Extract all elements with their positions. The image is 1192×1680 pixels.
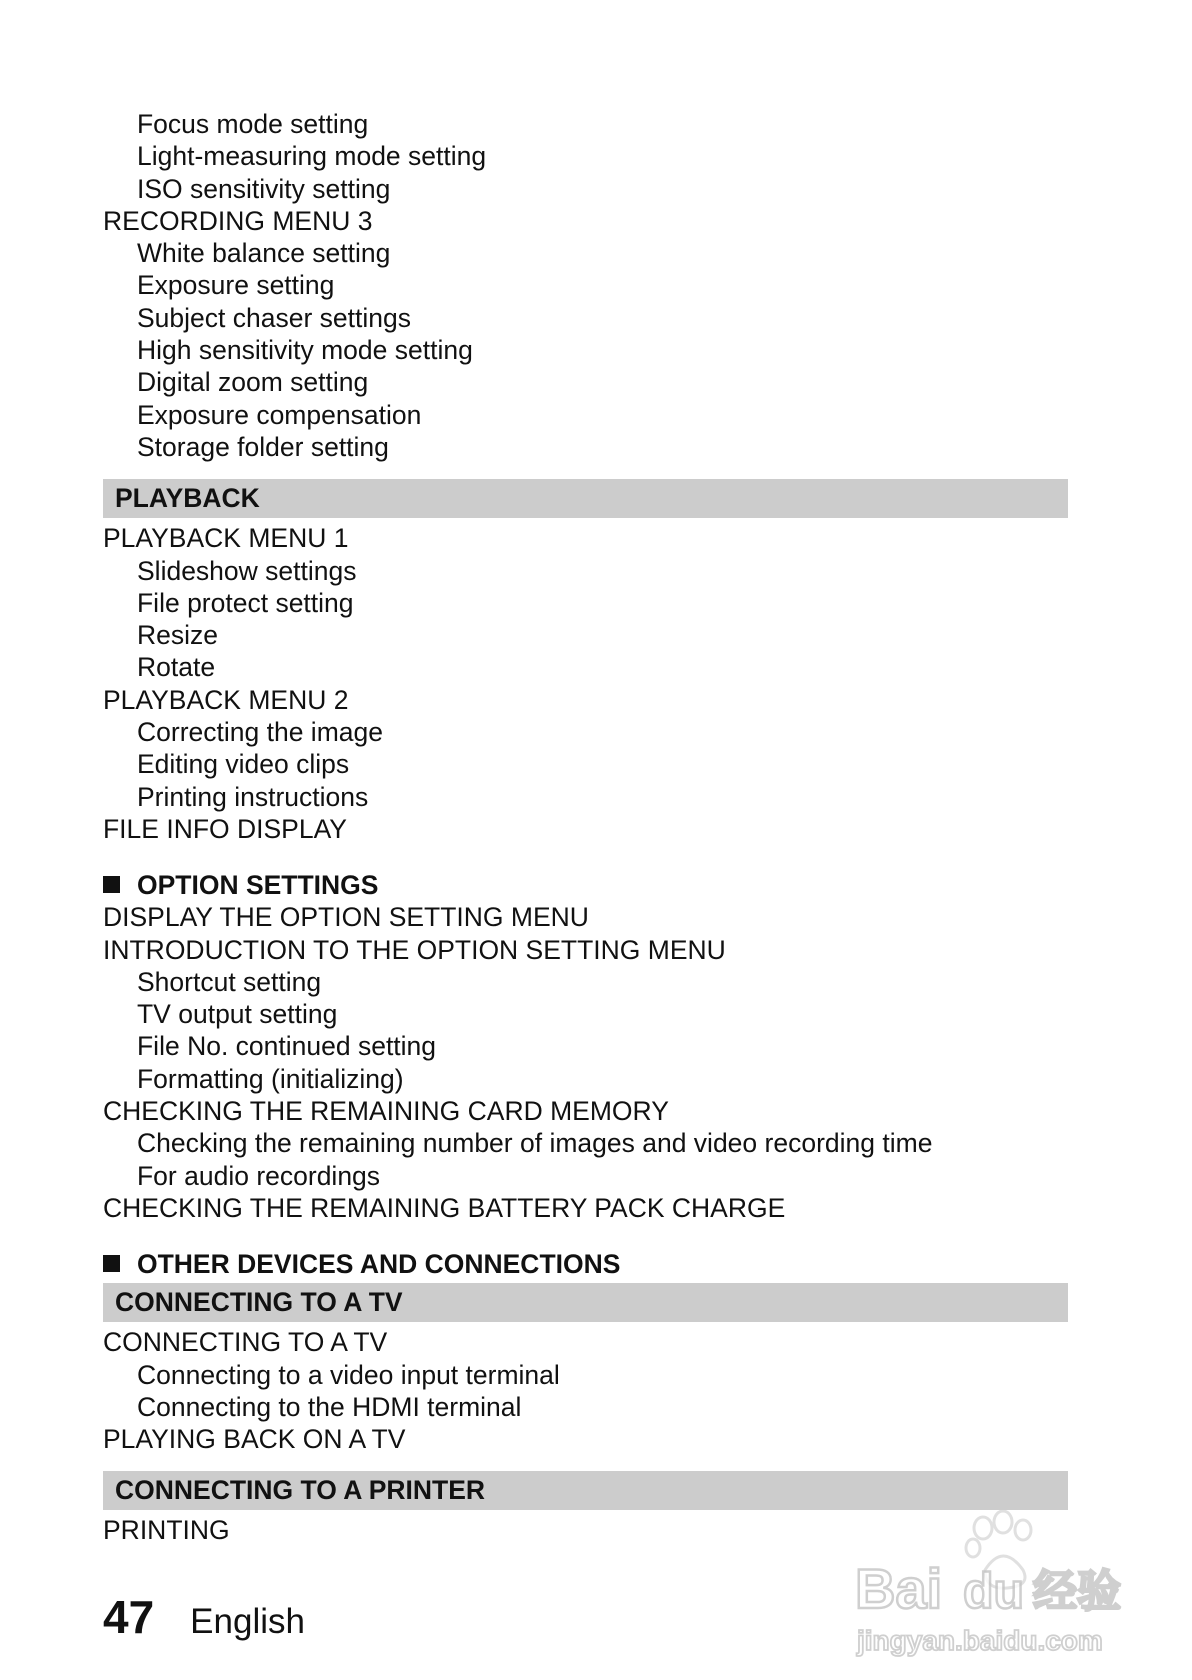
toc-entry-file-info-display[interactable]: FILE INFO DISPLAY [103, 813, 347, 844]
toc-item[interactable]: Light-measuring mode setting [137, 141, 487, 172]
toc-item[interactable]: File protect setting [137, 587, 354, 618]
toc-entry-connecting-tv[interactable]: CONNECTING TO A TV [103, 1327, 388, 1358]
toc-entry-card-memory[interactable]: CHECKING THE REMAINING CARD MEMORY [103, 1096, 669, 1127]
toc-item[interactable]: Formatting (initializing) [137, 1063, 404, 1094]
toc-item[interactable]: Exposure setting [137, 270, 335, 301]
baidu-watermark-logo [845, 1510, 1145, 1660]
svg-text:Bai: Bai [855, 1557, 943, 1620]
toc-item[interactable]: Printing instructions [137, 781, 369, 812]
toc-item[interactable]: For audio recordings [137, 1160, 381, 1191]
heading-other-devices [103, 1248, 1068, 1280]
toc-item[interactable]: High sensitivity mode setting [137, 335, 473, 366]
svg-text:du: du [963, 1563, 1025, 1619]
page-number: 47 [103, 1591, 155, 1643]
section-bar-connecting-printer: CONNECTING TO A PRINTER [103, 1471, 1068, 1510]
toc-entry-playback-menu-1[interactable]: PLAYBACK MENU 1 [103, 523, 349, 554]
toc-entry-battery-charge[interactable]: CHECKING THE REMAINING BATTERY PACK CHARGE [103, 1192, 786, 1223]
svg-text:经验: 经验 [1033, 1566, 1121, 1617]
toc-entry-recording-menu-3[interactable]: RECORDING MENU 3 [103, 205, 373, 236]
toc-item[interactable]: Correcting the image [137, 717, 383, 748]
toc-item[interactable]: Rotate [137, 652, 216, 683]
toc-item[interactable]: Storage folder setting [137, 431, 389, 462]
square-bullet-icon [103, 876, 120, 893]
toc-item[interactable]: Connecting to a video input terminal [137, 1359, 560, 1390]
page-footer [103, 1590, 305, 1644]
heading-label: OTHER DEVICES AND CONNECTIONS [137, 1249, 621, 1280]
toc-item[interactable]: Subject chaser settings [137, 302, 411, 333]
square-bullet-icon [103, 1255, 120, 1272]
toc-item[interactable]: Editing video clips [137, 749, 350, 780]
toc-item[interactable]: Slideshow settings [137, 555, 357, 586]
toc-item[interactable]: Shortcut setting [137, 966, 322, 997]
toc-content [103, 108, 1068, 1547]
toc-item[interactable]: File No. continued setting [137, 1031, 437, 1062]
page-language: English [190, 1602, 305, 1641]
toc-item[interactable]: Digital zoom setting [137, 367, 369, 398]
heading-label: OPTION SETTINGS [137, 870, 379, 901]
toc-item[interactable]: White balance setting [137, 238, 391, 269]
toc-entry-playing-back-tv[interactable]: PLAYING BACK ON A TV [103, 1424, 406, 1455]
toc-item[interactable]: Exposure compensation [137, 399, 422, 430]
toc-entry-printing[interactable]: PRINTING [103, 1515, 230, 1546]
toc-item[interactable]: ISO sensitivity setting [137, 173, 391, 204]
toc-entry-option-menu-intro[interactable]: INTRODUCTION TO THE OPTION SETTING MENU [103, 934, 726, 965]
section-bar-connecting-tv: CONNECTING TO A TV [103, 1283, 1068, 1322]
svg-text:jingyan.baidu.com: jingyan.baidu.com [857, 1625, 1103, 1656]
toc-item[interactable]: Connecting to the HDMI terminal [137, 1391, 522, 1422]
toc-entry-display-option-menu[interactable]: DISPLAY THE OPTION SETTING MENU [103, 902, 589, 933]
toc-item[interactable]: Checking the remaining number of images and video recording time [137, 1128, 933, 1159]
section-bar-playback: PLAYBACK [103, 479, 1068, 518]
toc-entry-playback-menu-2[interactable]: PLAYBACK MENU 2 [103, 684, 349, 715]
toc-item[interactable]: Resize [137, 620, 219, 651]
heading-option-settings [103, 869, 1068, 901]
toc-item[interactable]: TV output setting [137, 999, 338, 1030]
toc-item[interactable]: Focus mode setting [137, 109, 369, 139]
